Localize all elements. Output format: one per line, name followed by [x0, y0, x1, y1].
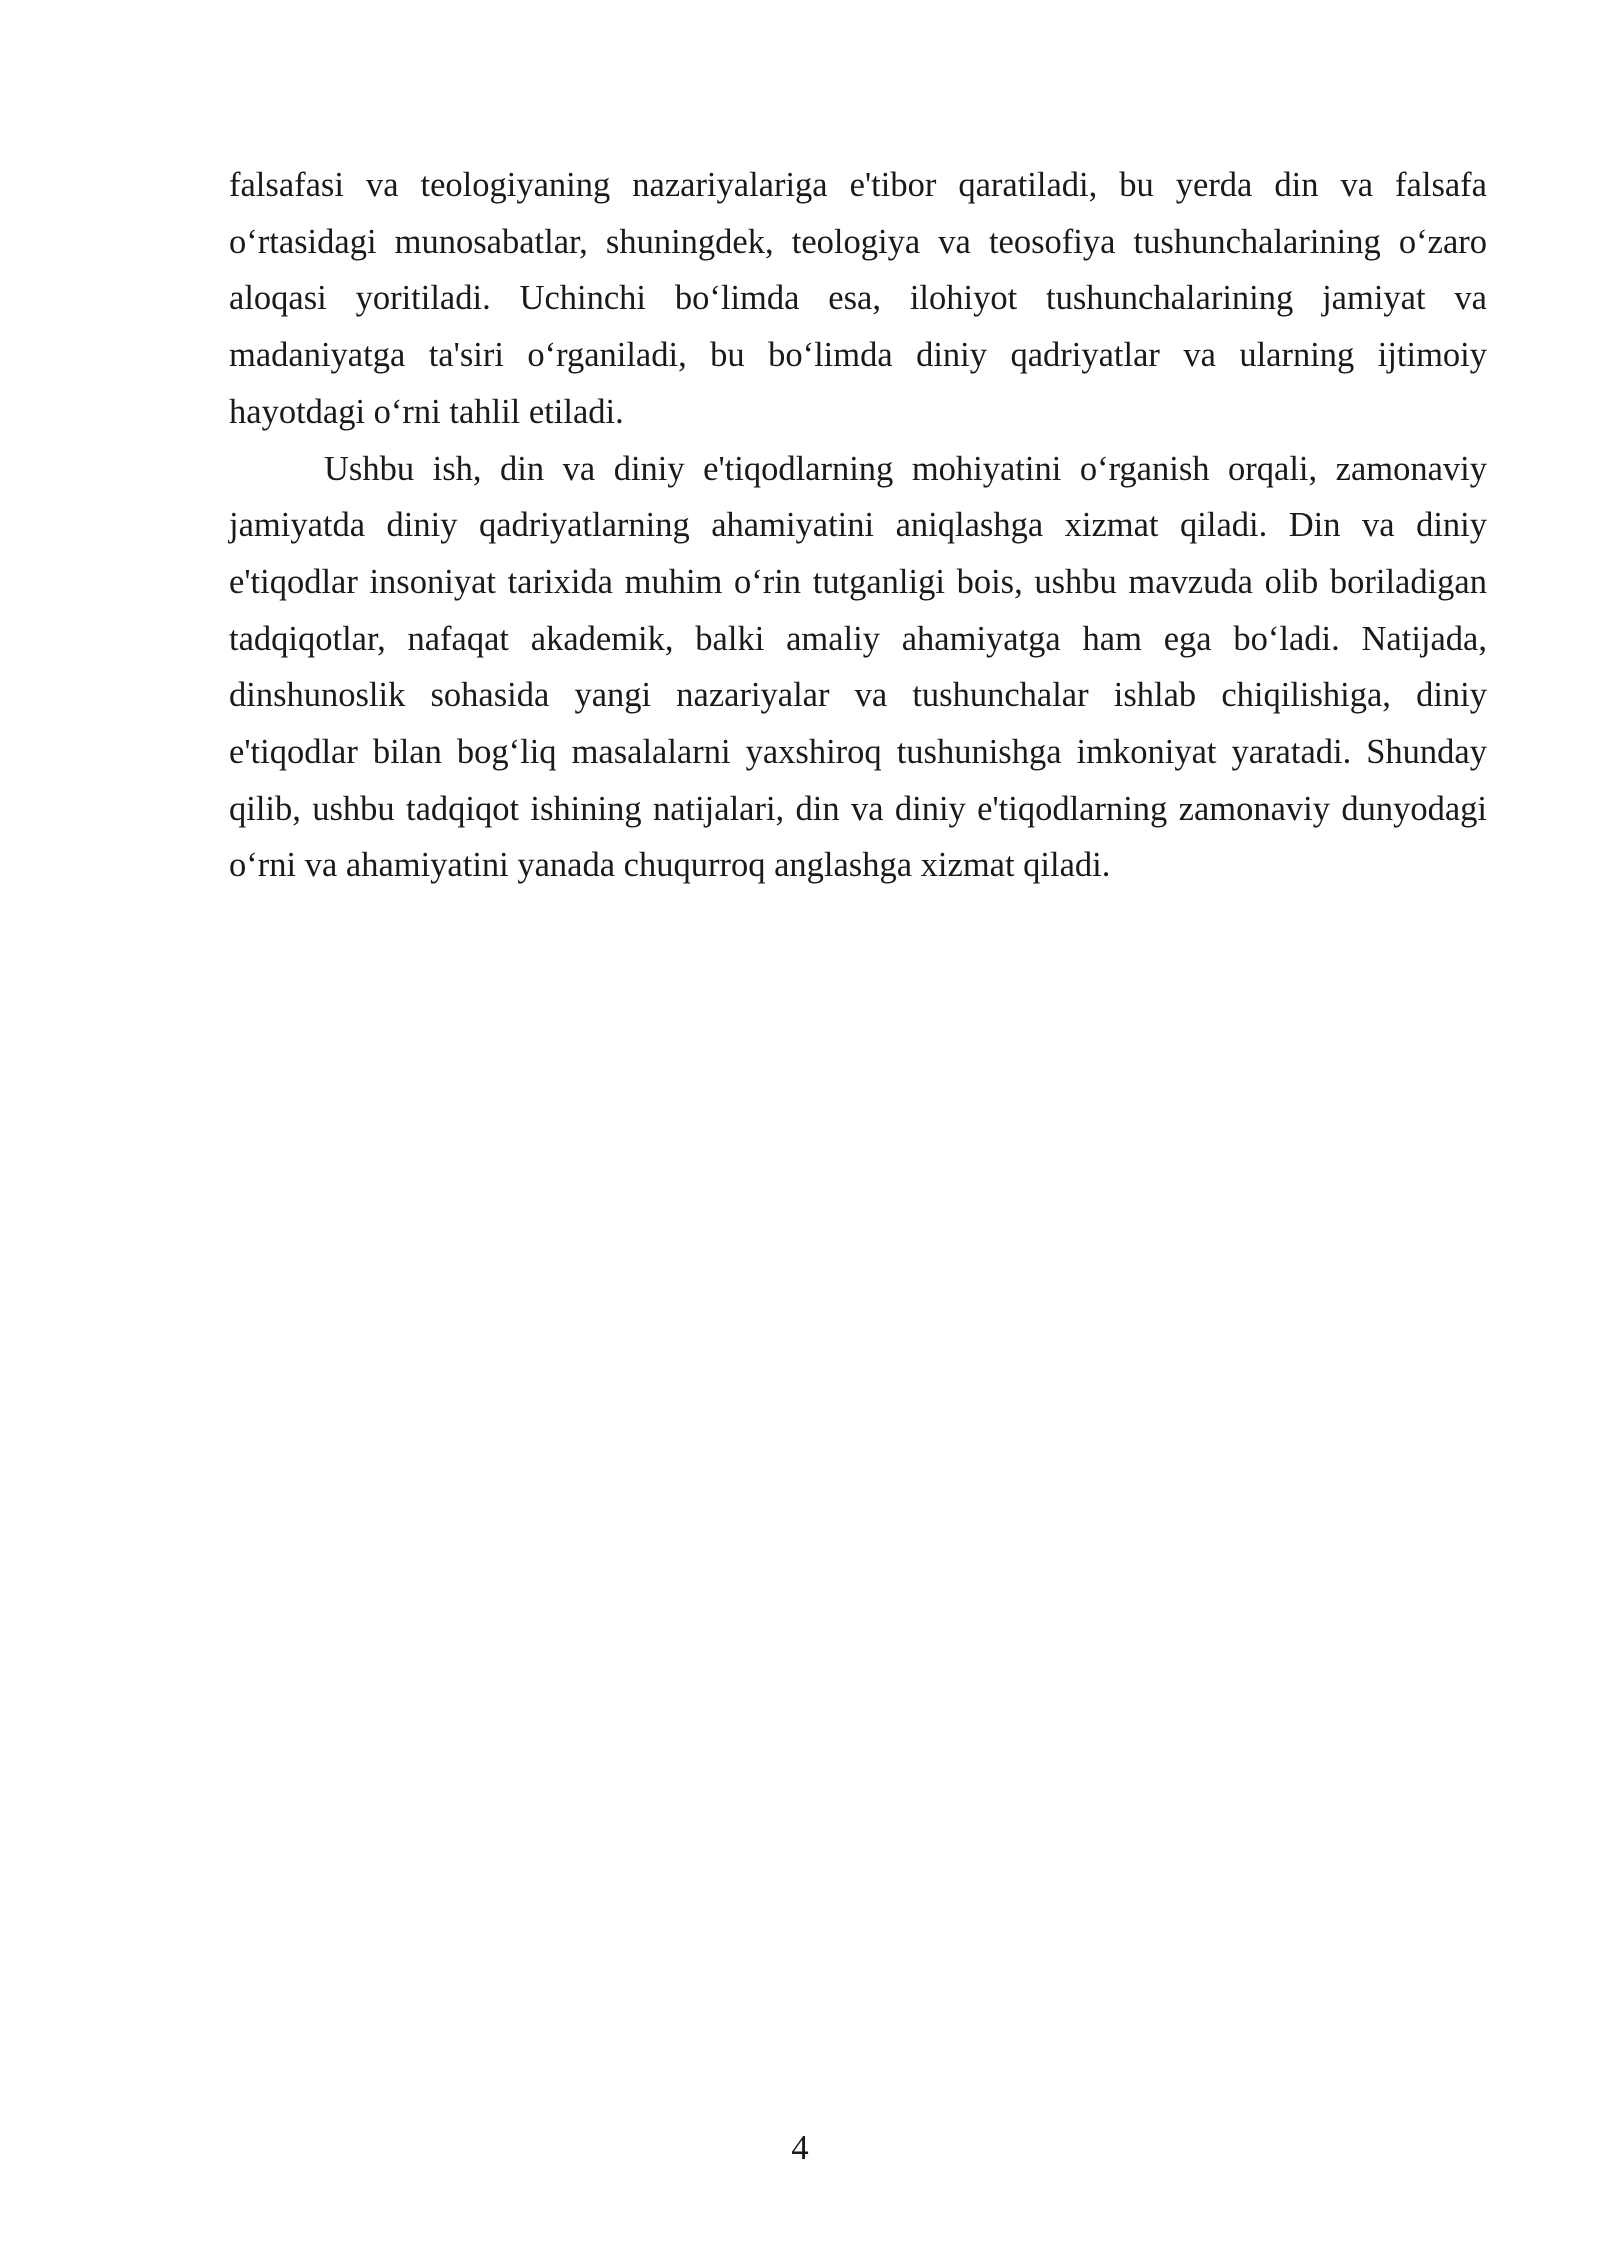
paragraph-continuation: falsafasi va teologiyaning nazariyalariga e'tibor qaratiladi, bu yerda din va falsafa o‘rtasidagi munosabatlar, shuningdek, teologiya va teosofiya tushunchalarining o‘zaro aloqasi yoritiladi. Uchinchi bo‘limda esa, ilohiyot tushunchalarining jamiyat va madaniyatga ta'siri o‘rganiladi, bu bo‘limda diniy qadriyatlar va ularning ijtimoiy hayotdagi o‘rni tahlil etiladi.: [229, 166, 1487, 431]
body-text: [229, 157, 1487, 894]
paragraph-main: Ushbu ish, din va diniy e'tiqodlarning mohiyatini o‘rganish orqali, zamonaviy jamiyatda diniy qadriyatlarning ahamiyatini aniqlashga xizmat qiladi. Din va diniy e'tiqodlar insoniyat tarixida muhim o‘rin tutganligi bois, ushbu mavzuda olib boriladigan tadqiqotlar, nafaqat akademik, balki amaliy ahamiyatga ham ega bo‘ladi. Natijada, dinshunoslik sohasida yangi nazariyalar va tushunchalar ishlab chiqilishiga, diniy e'tiqodlar bilan bog‘liq masalalarni yaxshiroq tushunishga imkoniyat yaratadi. Shunday qilib, ushbu tadqiqot ishining natijalari, din va diniy e'tiqodlarning zamonaviy dunyodagi o‘rni va ahamiyatini yanada chuqurroq anglashga xizmat qiladi.: [229, 449, 1487, 885]
page-number: 4: [791, 2129, 809, 2167]
